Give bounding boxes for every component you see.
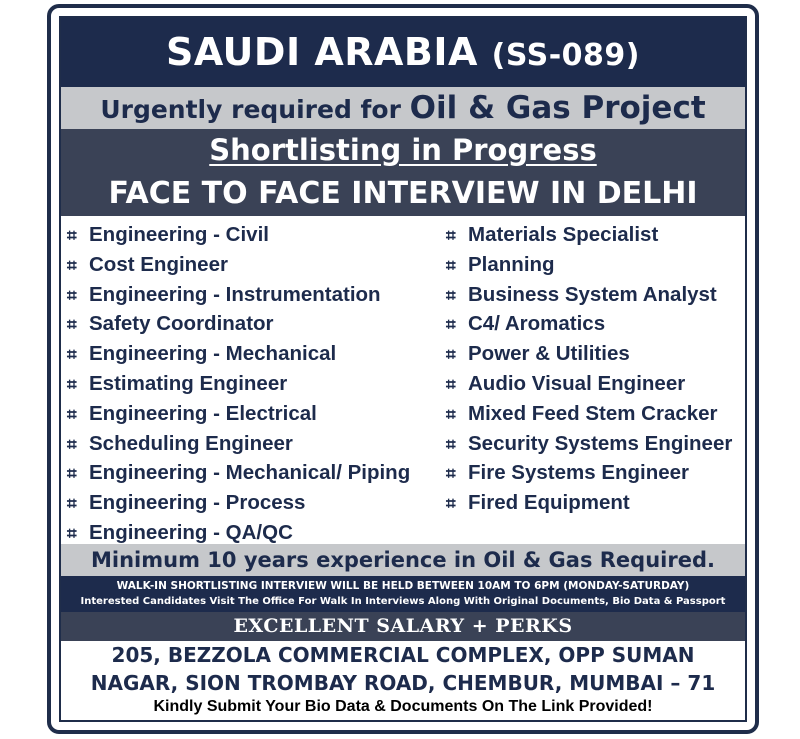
job-item bbox=[446, 339, 732, 369]
job-column-right bbox=[446, 220, 732, 518]
hash-bullet-icon: ⌗ bbox=[446, 464, 456, 485]
job-item bbox=[67, 399, 410, 429]
hash-bullet-icon: ⌗ bbox=[67, 374, 77, 395]
hash-bullet-icon: ⌗ bbox=[446, 374, 456, 395]
hash-bullet-icon: ⌗ bbox=[67, 255, 77, 276]
hash-bullet-icon: ⌗ bbox=[67, 523, 77, 544]
job-item bbox=[446, 458, 732, 488]
job-title: Engineering - Mechanical bbox=[89, 342, 337, 366]
job-item bbox=[67, 309, 410, 339]
job-item bbox=[446, 429, 732, 459]
job-item bbox=[446, 250, 732, 280]
address-line-2: NAGAR, SION TROMBAY ROAD, CHEMBUR, MUMBAI – 71 bbox=[90, 671, 716, 695]
job-item bbox=[446, 488, 732, 518]
job-title: Security Systems Engineer bbox=[468, 431, 733, 455]
interview-banner bbox=[61, 171, 745, 216]
poster-frame bbox=[47, 4, 759, 734]
job-title: Engineering - Civil bbox=[89, 223, 269, 246]
header-title bbox=[61, 18, 745, 87]
walkin-line-1: WALK-IN SHORTLISTING INTERVIEW WILL BE HELD BETWEEN 10AM TO 6PM (MONDAY-SATURDAY) bbox=[116, 580, 690, 592]
salary-banner bbox=[61, 612, 745, 641]
job-item bbox=[67, 339, 410, 369]
job-item bbox=[67, 250, 410, 280]
job-column-left bbox=[67, 220, 410, 548]
hash-bullet-icon: ⌗ bbox=[446, 404, 456, 425]
experience-text: Minimum 10 years experience in Oil & Gas Required. bbox=[91, 548, 715, 572]
hash-bullet-icon: ⌗ bbox=[446, 255, 456, 276]
job-item bbox=[446, 399, 732, 429]
hash-bullet-icon: ⌗ bbox=[67, 226, 77, 246]
job-title: Business System Analyst bbox=[468, 282, 717, 306]
job-title: Audio Visual Engineer bbox=[468, 371, 686, 395]
submit-note bbox=[61, 697, 745, 720]
job-title: Engineering - Mechanical/ Piping bbox=[89, 461, 411, 485]
hash-bullet-icon: ⌗ bbox=[446, 285, 456, 306]
hash-bullet-icon: ⌗ bbox=[67, 285, 77, 306]
job-item bbox=[446, 369, 732, 399]
shortlisting-banner bbox=[61, 129, 745, 171]
job-title: Safety Coordinator bbox=[89, 312, 274, 336]
job-title: Estimating Engineer bbox=[89, 371, 288, 395]
urgent-banner bbox=[61, 87, 745, 129]
walkin-line-2: Interested Candidates Visit The Office For Walk In Interviews Along With Original Documents, Bio Data & Passport bbox=[80, 596, 726, 607]
job-title: Power & Utilities bbox=[468, 342, 630, 366]
job-title: Fired Equipment bbox=[468, 491, 630, 515]
hash-bullet-icon: ⌗ bbox=[446, 226, 456, 246]
job-item bbox=[446, 309, 732, 339]
job-title: Materials Specialist bbox=[468, 223, 659, 246]
shortlisting-text: Shortlisting in Progress bbox=[209, 133, 597, 167]
hash-bullet-icon: ⌗ bbox=[446, 494, 456, 515]
job-title: Engineering - Electrical bbox=[89, 401, 317, 425]
job-item bbox=[446, 280, 732, 310]
job-title: C4/ Aromatics bbox=[468, 312, 606, 336]
office-address bbox=[61, 641, 745, 697]
submit-note-text: Kindly Submit Your Bio Data & Documents On The Link Provided! bbox=[153, 698, 653, 715]
hash-bullet-icon: ⌗ bbox=[67, 464, 77, 485]
job-item bbox=[67, 280, 410, 310]
hash-bullet-icon: ⌗ bbox=[67, 315, 77, 336]
job-item bbox=[67, 369, 410, 399]
job-title: Cost Engineer bbox=[89, 252, 228, 276]
hash-bullet-icon: ⌗ bbox=[67, 345, 77, 366]
hash-bullet-icon: ⌗ bbox=[67, 434, 77, 455]
hash-bullet-icon: ⌗ bbox=[446, 345, 456, 366]
job-title: Fire Systems Engineer bbox=[468, 461, 690, 485]
interview-text: FACE TO FACE INTERVIEW IN DELHI bbox=[108, 176, 698, 211]
hash-bullet-icon: ⌗ bbox=[446, 315, 456, 336]
urgent-prefix: Urgently required for bbox=[100, 95, 401, 124]
salary-text: EXCELLENT SALARY + PERKS bbox=[233, 615, 573, 637]
job-title: Planning bbox=[468, 252, 555, 276]
job-item bbox=[67, 458, 410, 488]
job-title: Scheduling Engineer bbox=[89, 431, 293, 455]
job-item bbox=[67, 488, 410, 518]
project-name: Oil & Gas Project bbox=[409, 90, 706, 126]
country-title: SAUDI ARABIA bbox=[165, 30, 478, 74]
job-title: Mixed Feed Stem Cracker bbox=[468, 401, 718, 425]
experience-banner bbox=[61, 544, 745, 576]
job-item bbox=[67, 220, 410, 250]
walkin-banner bbox=[61, 576, 745, 612]
job-item bbox=[67, 429, 410, 459]
hash-bullet-icon: ⌗ bbox=[67, 494, 77, 515]
poster-inner-frame bbox=[59, 16, 747, 722]
address-line-1: 205, BEZZOLA COMMERCIAL COMPLEX, OPP SUMAN bbox=[111, 643, 695, 667]
hash-bullet-icon: ⌗ bbox=[446, 434, 456, 455]
job-title: Engineering - Instrumentation bbox=[89, 282, 381, 306]
job-item bbox=[446, 220, 732, 250]
hash-bullet-icon: ⌗ bbox=[67, 404, 77, 425]
job-code: (SS-089) bbox=[491, 38, 641, 73]
job-title: Engineering - QA/QC bbox=[89, 520, 293, 544]
job-title: Engineering - Process bbox=[89, 491, 306, 515]
job-list bbox=[61, 216, 745, 544]
